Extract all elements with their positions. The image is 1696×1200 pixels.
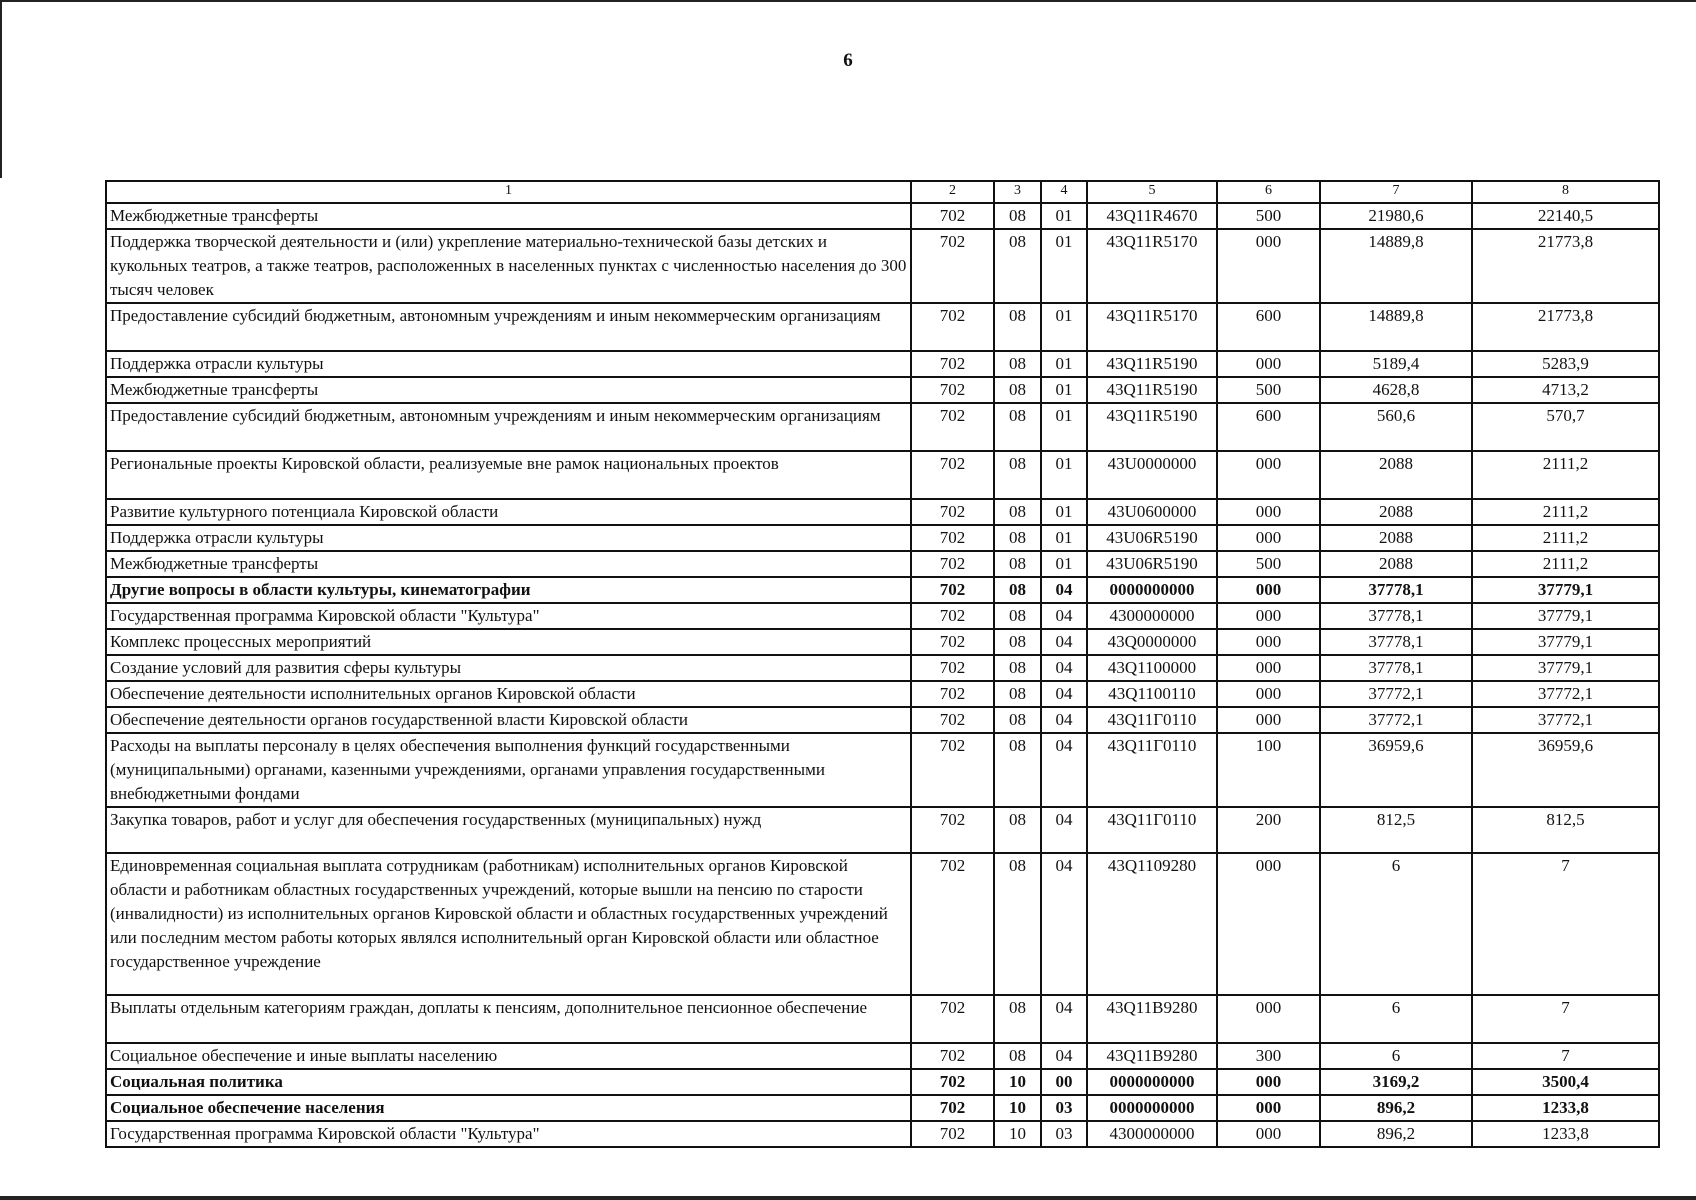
- ministry-code-cell: 702: [911, 995, 994, 1043]
- table-row: [106, 377, 1659, 403]
- amount-year1-cell: 2088: [1320, 525, 1472, 551]
- target-article-cell: 43Q11R4670: [1087, 203, 1217, 229]
- section-code-cell: 08: [994, 451, 1041, 499]
- subsection-code-cell: 01: [1041, 229, 1087, 303]
- header-cell: 1: [106, 181, 911, 203]
- scan-left-edge: [0, 0, 2, 178]
- amount-year2-cell: 7: [1472, 853, 1659, 995]
- target-article-cell: 43Q11R5190: [1087, 403, 1217, 451]
- amount-year1-cell: 21980,6: [1320, 203, 1472, 229]
- subsection-code-cell: 00: [1041, 1069, 1087, 1095]
- header-cell: 6: [1217, 181, 1320, 203]
- expense-type-cell: 000: [1217, 707, 1320, 733]
- table-row: [106, 603, 1659, 629]
- ministry-code-cell: 702: [911, 551, 994, 577]
- table-row: [106, 707, 1659, 733]
- table-row: [106, 203, 1659, 229]
- expense-type-cell: 100: [1217, 733, 1320, 807]
- section-code-cell: 08: [994, 603, 1041, 629]
- section-code-cell: 08: [994, 203, 1041, 229]
- amount-year2-cell: 36959,6: [1472, 733, 1659, 807]
- table-row: [106, 525, 1659, 551]
- table-row: [106, 577, 1659, 603]
- item-name-cell: Выплаты отдельным категориям граждан, доплаты к пенсиям, дополнительное пенсионное обеспечение: [106, 995, 911, 1043]
- subsection-code-cell: 04: [1041, 995, 1087, 1043]
- expense-type-cell: 600: [1217, 303, 1320, 351]
- expense-type-cell: 500: [1217, 551, 1320, 577]
- amount-year1-cell: 14889,8: [1320, 303, 1472, 351]
- item-name-cell: Закупка товаров, работ и услуг для обеспечения государственных (муниципальных) нужд: [106, 807, 911, 853]
- expense-type-cell: 500: [1217, 377, 1320, 403]
- amount-year1-cell: 560,6: [1320, 403, 1472, 451]
- amount-year1-cell: 6: [1320, 853, 1472, 995]
- amount-year2-cell: 37779,1: [1472, 603, 1659, 629]
- amount-year1-cell: 812,5: [1320, 807, 1472, 853]
- item-name-cell: Государственная программа Кировской области "Культура": [106, 603, 911, 629]
- table-row: [106, 229, 1659, 303]
- target-article-cell: 43Q11Г0110: [1087, 733, 1217, 807]
- section-code-cell: 08: [994, 525, 1041, 551]
- section-code-cell: 08: [994, 629, 1041, 655]
- table-row: [106, 733, 1659, 807]
- amount-year2-cell: 21773,8: [1472, 303, 1659, 351]
- item-name-cell: Региональные проекты Кировской области, реализуемые вне рамок национальных проектов: [106, 451, 911, 499]
- table-row: [106, 1121, 1659, 1147]
- target-article-cell: 43U06R5190: [1087, 525, 1217, 551]
- expense-type-cell: 500: [1217, 203, 1320, 229]
- amount-year2-cell: 2111,2: [1472, 525, 1659, 551]
- subsection-code-cell: 01: [1041, 303, 1087, 351]
- section-code-cell: 08: [994, 303, 1041, 351]
- section-code-cell: 08: [994, 1043, 1041, 1069]
- item-name-cell: Единовременная социальная выплата сотрудникам (работникам) исполнительных органов Кировской области и работникам областных государственных учреждений, которые вышли на пенсию по старости (инвалидности) из исполнительных органов Кировской области и областных государственных учреждений или последним местом работы которых являлся исполнительный орган Кировской области или областное государственное учреждение: [106, 853, 911, 995]
- ministry-code-cell: 702: [911, 853, 994, 995]
- ministry-code-cell: 702: [911, 1121, 994, 1147]
- expense-type-cell: 300: [1217, 1043, 1320, 1069]
- amount-year2-cell: 7: [1472, 995, 1659, 1043]
- ministry-code-cell: 702: [911, 525, 994, 551]
- subsection-code-cell: 04: [1041, 853, 1087, 995]
- subsection-code-cell: 03: [1041, 1095, 1087, 1121]
- table-row: [106, 303, 1659, 351]
- amount-year2-cell: 22140,5: [1472, 203, 1659, 229]
- subsection-code-cell: 01: [1041, 351, 1087, 377]
- amount-year1-cell: 4628,8: [1320, 377, 1472, 403]
- target-article-cell: 0000000000: [1087, 577, 1217, 603]
- subsection-code-cell: 04: [1041, 681, 1087, 707]
- amount-year1-cell: 37778,1: [1320, 629, 1472, 655]
- header-cell: 8: [1472, 181, 1659, 203]
- ministry-code-cell: 702: [911, 377, 994, 403]
- ministry-code-cell: 702: [911, 499, 994, 525]
- expense-type-cell: 000: [1217, 351, 1320, 377]
- section-code-cell: 08: [994, 733, 1041, 807]
- item-name-cell: Предоставление субсидий бюджетным, автономным учреждениям и иным некоммерческим организациям: [106, 403, 911, 451]
- table-row: [106, 1043, 1659, 1069]
- subsection-code-cell: 04: [1041, 733, 1087, 807]
- subsection-code-cell: 04: [1041, 707, 1087, 733]
- table-row: [106, 1069, 1659, 1095]
- table-row: [106, 629, 1659, 655]
- section-code-cell: 10: [994, 1069, 1041, 1095]
- item-name-cell: Межбюджетные трансферты: [106, 203, 911, 229]
- amount-year1-cell: 896,2: [1320, 1121, 1472, 1147]
- item-name-cell: Создание условий для развития сферы культуры: [106, 655, 911, 681]
- amount-year2-cell: 37772,1: [1472, 707, 1659, 733]
- ministry-code-cell: 702: [911, 303, 994, 351]
- table-row: [106, 451, 1659, 499]
- section-code-cell: 10: [994, 1095, 1041, 1121]
- subsection-code-cell: 03: [1041, 1121, 1087, 1147]
- target-article-cell: 4300000000: [1087, 603, 1217, 629]
- item-name-cell: Обеспечение деятельности органов государственной власти Кировской области: [106, 707, 911, 733]
- budget-table: [105, 180, 1660, 1148]
- scan-top-edge: [0, 0, 1696, 2]
- section-code-cell: 08: [994, 351, 1041, 377]
- target-article-cell: 43Q11B9280: [1087, 995, 1217, 1043]
- header-cell: 5: [1087, 181, 1217, 203]
- amount-year2-cell: 21773,8: [1472, 229, 1659, 303]
- target-article-cell: 0000000000: [1087, 1095, 1217, 1121]
- section-code-cell: 08: [994, 229, 1041, 303]
- subsection-code-cell: 04: [1041, 629, 1087, 655]
- item-name-cell: Обеспечение деятельности исполнительных органов Кировской области: [106, 681, 911, 707]
- expense-type-cell: 000: [1217, 1121, 1320, 1147]
- section-code-cell: 08: [994, 707, 1041, 733]
- item-name-cell: Поддержка отрасли культуры: [106, 525, 911, 551]
- target-article-cell: 43Q11Г0110: [1087, 807, 1217, 853]
- amount-year2-cell: 2111,2: [1472, 451, 1659, 499]
- amount-year1-cell: 896,2: [1320, 1095, 1472, 1121]
- expense-type-cell: 600: [1217, 403, 1320, 451]
- target-article-cell: 0000000000: [1087, 1069, 1217, 1095]
- ministry-code-cell: 702: [911, 681, 994, 707]
- expense-type-cell: 000: [1217, 1095, 1320, 1121]
- item-name-cell: Социальное обеспечение и иные выплаты населению: [106, 1043, 911, 1069]
- subsection-code-cell: 04: [1041, 655, 1087, 681]
- target-article-cell: 43Q11R5190: [1087, 377, 1217, 403]
- subsection-code-cell: 01: [1041, 551, 1087, 577]
- expense-type-cell: 000: [1217, 603, 1320, 629]
- scan-bottom-edge: [0, 1196, 1696, 1200]
- amount-year1-cell: 3169,2: [1320, 1069, 1472, 1095]
- amount-year2-cell: 3500,4: [1472, 1069, 1659, 1095]
- target-article-cell: 43U0000000: [1087, 451, 1217, 499]
- target-article-cell: 43Q11R5190: [1087, 351, 1217, 377]
- amount-year2-cell: 37779,1: [1472, 655, 1659, 681]
- expense-type-cell: 000: [1217, 577, 1320, 603]
- item-name-cell: Государственная программа Кировской области "Культура": [106, 1121, 911, 1147]
- ministry-code-cell: 702: [911, 629, 994, 655]
- amount-year2-cell: 812,5: [1472, 807, 1659, 853]
- target-article-cell: 43Q1109280: [1087, 853, 1217, 995]
- expense-type-cell: 000: [1217, 655, 1320, 681]
- amount-year1-cell: 2088: [1320, 451, 1472, 499]
- ministry-code-cell: 702: [911, 603, 994, 629]
- target-article-cell: 43Q1100000: [1087, 655, 1217, 681]
- amount-year2-cell: 2111,2: [1472, 551, 1659, 577]
- header-cell: 4: [1041, 181, 1087, 203]
- item-name-cell: Комплекс процессных мероприятий: [106, 629, 911, 655]
- subsection-code-cell: 04: [1041, 1043, 1087, 1069]
- expense-type-cell: 000: [1217, 451, 1320, 499]
- target-article-cell: 43U06R5190: [1087, 551, 1217, 577]
- amount-year2-cell: 570,7: [1472, 403, 1659, 451]
- section-code-cell: 08: [994, 807, 1041, 853]
- table-row: [106, 351, 1659, 377]
- ministry-code-cell: 702: [911, 733, 994, 807]
- ministry-code-cell: 702: [911, 229, 994, 303]
- expense-type-cell: 000: [1217, 681, 1320, 707]
- item-name-cell: Межбюджетные трансферты: [106, 551, 911, 577]
- item-name-cell: Поддержка отрасли культуры: [106, 351, 911, 377]
- amount-year2-cell: 5283,9: [1472, 351, 1659, 377]
- expense-type-cell: 000: [1217, 1069, 1320, 1095]
- subsection-code-cell: 01: [1041, 203, 1087, 229]
- amount-year2-cell: 37772,1: [1472, 681, 1659, 707]
- ministry-code-cell: 702: [911, 203, 994, 229]
- target-article-cell: 43Q11Г0110: [1087, 707, 1217, 733]
- subsection-code-cell: 01: [1041, 525, 1087, 551]
- item-name-cell: Расходы на выплаты персоналу в целях обеспечения выполнения функций государственными (муниципальными) органами, казенными учреждениями, органами управления государственными внебюджетными фондами: [106, 733, 911, 807]
- target-article-cell: 4300000000: [1087, 1121, 1217, 1147]
- item-name-cell: Развитие культурного потенциала Кировской области: [106, 499, 911, 525]
- section-code-cell: 08: [994, 655, 1041, 681]
- amount-year2-cell: 1233,8: [1472, 1095, 1659, 1121]
- expense-type-cell: 200: [1217, 807, 1320, 853]
- table-row: [106, 499, 1659, 525]
- expense-type-cell: 000: [1217, 499, 1320, 525]
- amount-year2-cell: 37779,1: [1472, 629, 1659, 655]
- header-cell: 3: [994, 181, 1041, 203]
- header-cell: 2: [911, 181, 994, 203]
- target-article-cell: 43Q11R5170: [1087, 229, 1217, 303]
- subsection-code-cell: 04: [1041, 603, 1087, 629]
- item-name-cell: Социальное обеспечение населения: [106, 1095, 911, 1121]
- item-name-cell: Поддержка творческой деятельности и (или) укрепление материально-технической базы детских и кукольных театров, а также театров, расположенных в населенных пунктах с численностью населения до 300 тысяч человек: [106, 229, 911, 303]
- amount-year1-cell: 6: [1320, 995, 1472, 1043]
- subsection-code-cell: 01: [1041, 403, 1087, 451]
- table-row: [106, 551, 1659, 577]
- target-article-cell: 43Q11R5170: [1087, 303, 1217, 351]
- target-article-cell: 43Q1100110: [1087, 681, 1217, 707]
- table-row: [106, 1095, 1659, 1121]
- section-code-cell: 08: [994, 853, 1041, 995]
- target-article-cell: 43Q0000000: [1087, 629, 1217, 655]
- item-name-cell: Другие вопросы в области культуры, кинематографии: [106, 577, 911, 603]
- subsection-code-cell: 01: [1041, 451, 1087, 499]
- amount-year1-cell: 37772,1: [1320, 707, 1472, 733]
- section-code-cell: 08: [994, 577, 1041, 603]
- section-code-cell: 08: [994, 681, 1041, 707]
- section-code-cell: 08: [994, 499, 1041, 525]
- ministry-code-cell: 702: [911, 1069, 994, 1095]
- expense-type-cell: 000: [1217, 229, 1320, 303]
- section-code-cell: 08: [994, 377, 1041, 403]
- item-name-cell: Межбюджетные трансферты: [106, 377, 911, 403]
- amount-year1-cell: 36959,6: [1320, 733, 1472, 807]
- target-article-cell: 43Q11B9280: [1087, 1043, 1217, 1069]
- amount-year2-cell: 2111,2: [1472, 499, 1659, 525]
- amount-year1-cell: 37778,1: [1320, 603, 1472, 629]
- amount-year2-cell: 7: [1472, 1043, 1659, 1069]
- amount-year1-cell: 6: [1320, 1043, 1472, 1069]
- section-code-cell: 08: [994, 551, 1041, 577]
- amount-year1-cell: 5189,4: [1320, 351, 1472, 377]
- ministry-code-cell: 702: [911, 403, 994, 451]
- amount-year2-cell: 4713,2: [1472, 377, 1659, 403]
- section-code-cell: 08: [994, 403, 1041, 451]
- ministry-code-cell: 702: [911, 1043, 994, 1069]
- item-name-cell: Предоставление субсидий бюджетным, автономным учреждениям и иным некоммерческим организациям: [106, 303, 911, 351]
- ministry-code-cell: 702: [911, 351, 994, 377]
- ministry-code-cell: 702: [911, 1095, 994, 1121]
- section-code-cell: 10: [994, 1121, 1041, 1147]
- table-row: [106, 681, 1659, 707]
- table-row: [106, 853, 1659, 995]
- amount-year1-cell: 14889,8: [1320, 229, 1472, 303]
- ministry-code-cell: 702: [911, 807, 994, 853]
- ministry-code-cell: 702: [911, 655, 994, 681]
- table-row: [106, 403, 1659, 451]
- subsection-code-cell: 01: [1041, 377, 1087, 403]
- expense-type-cell: 000: [1217, 629, 1320, 655]
- subsection-code-cell: 01: [1041, 499, 1087, 525]
- amount-year2-cell: 1233,8: [1472, 1121, 1659, 1147]
- amount-year1-cell: 2088: [1320, 551, 1472, 577]
- ministry-code-cell: 702: [911, 577, 994, 603]
- section-code-cell: 08: [994, 995, 1041, 1043]
- expense-type-cell: 000: [1217, 995, 1320, 1043]
- amount-year1-cell: 37778,1: [1320, 655, 1472, 681]
- amount-year2-cell: 37779,1: [1472, 577, 1659, 603]
- amount-year1-cell: 37778,1: [1320, 577, 1472, 603]
- table-row: [106, 807, 1659, 853]
- amount-year1-cell: 2088: [1320, 499, 1472, 525]
- expense-type-cell: 000: [1217, 525, 1320, 551]
- subsection-code-cell: 04: [1041, 577, 1087, 603]
- subsection-code-cell: 04: [1041, 807, 1087, 853]
- item-name-cell: Социальная политика: [106, 1069, 911, 1095]
- ministry-code-cell: 702: [911, 451, 994, 499]
- ministry-code-cell: 702: [911, 707, 994, 733]
- amount-year1-cell: 37772,1: [1320, 681, 1472, 707]
- header-cell: 7: [1320, 181, 1472, 203]
- table-row: [106, 995, 1659, 1043]
- page-number: 6: [843, 50, 853, 71]
- table-row: [106, 655, 1659, 681]
- target-article-cell: 43U0600000: [1087, 499, 1217, 525]
- expense-type-cell: 000: [1217, 853, 1320, 995]
- table-header-row: [106, 181, 1659, 203]
